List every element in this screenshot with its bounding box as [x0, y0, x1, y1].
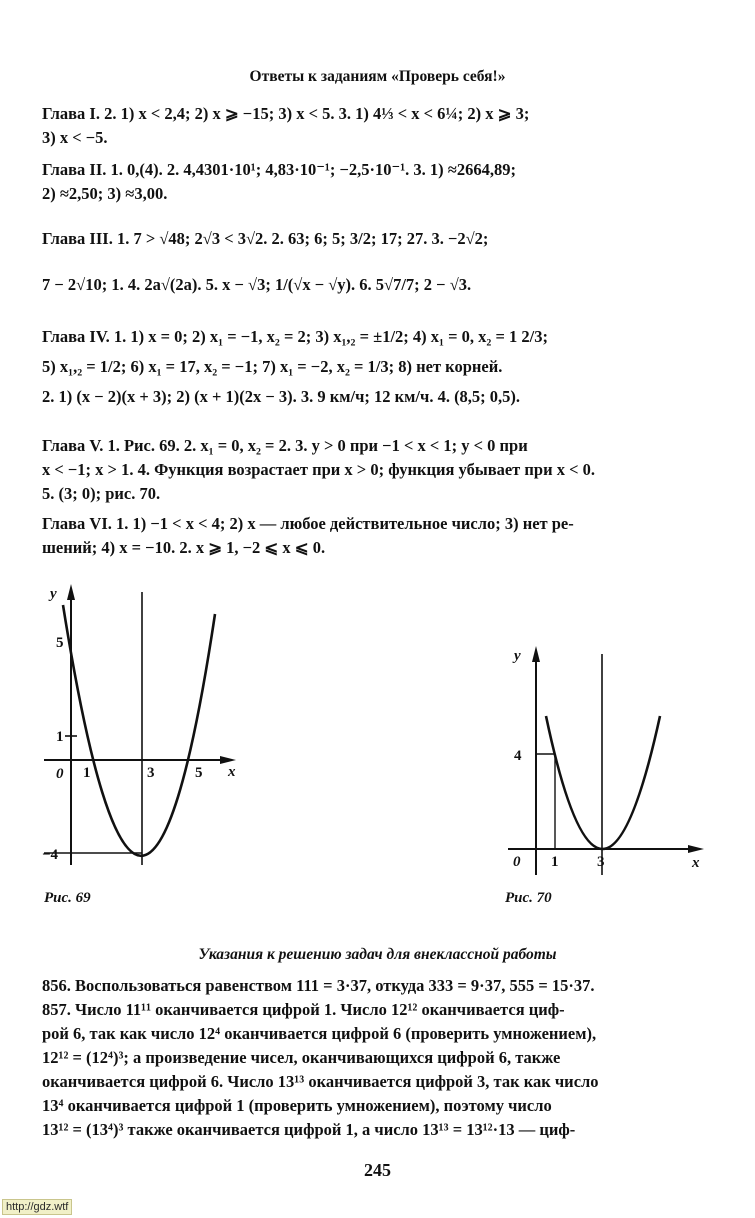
x-tick-label-3: 3 [147, 765, 155, 781]
chapter-1-answers [42, 102, 710, 150]
text-line: шений; 4) x = −10. 2. x ⩾ 1, −2 ⩽ x ⩽ 0. [42, 538, 326, 557]
x-tick-label-3: 3 [597, 854, 605, 870]
x-tick-label-5: 5 [195, 765, 203, 781]
y-axis-label: y [514, 648, 521, 664]
x-tick-label-1: 1 [551, 854, 559, 870]
answers-heading: Ответы к заданиям «Проверь себя!» [249, 68, 506, 85]
figure-69-caption: Рис. 69 [44, 890, 91, 906]
origin-label: 0 [513, 854, 521, 870]
text-line: 856. Воспользоваться равенством 111 = 3·37, откуда 333 = 9·37, 555 = 15·37. [42, 976, 595, 995]
text-line: рой 6, так как число 12⁴ оканчивается цифрой 6 (проверить умножением), [42, 1024, 597, 1043]
chapter-5-answers [42, 434, 710, 506]
text-line: 5) x₁,₂ = 1/2; 6) x₁ = 17, x₂ = −1; 7) x₁ = −2, x₂ = 1/3; 8) нет корней. [42, 357, 503, 376]
hints-text [42, 974, 710, 1142]
figure-69-graph [40, 580, 250, 865]
text-line: 2) ≈2,50; 3) ≈3,00. [42, 184, 168, 203]
hints-heading: Указания к решению задач для внеклассной работы [198, 946, 557, 963]
text-line: Глава III. 1. 7 > √48; 2√3 < 3√2. 2. 63; 6; 5; 3/2; 17; 27. 3. −2√2; [42, 229, 489, 248]
figure-70-graph [500, 640, 715, 875]
text-line: оканчивается цифрой 6. Число 13¹³ оканчивается цифрой 3, так как число [42, 1072, 599, 1091]
x-axis-label: x [228, 764, 236, 780]
text-line: 7 − 2√10; 1. 4. 2a√(2a). 5. x − √3; 1/(√x − √y). 6. 5√7/7; 2 − √3. [42, 275, 472, 294]
chapter-4-answers [42, 322, 710, 412]
text-line: 3) x < −5. [42, 128, 108, 147]
text-line: Глава IV. 1. 1) x = 0; 2) x₁ = −1, x₂ = 2; 3) x₁,₂ = ±1/2; 4) x₁ = 0, x₂ = 1 2/3; [42, 327, 548, 346]
text-line: Глава V. 1. Рис. 69. 2. x₁ = 0, x₂ = 2. 3. y > 0 при −1 < x < 1; y < 0 при [42, 436, 528, 455]
chapter-3-answers [42, 216, 710, 308]
parabola-curve [546, 716, 660, 849]
y-tick-label-4: 4 [514, 748, 522, 764]
text-line: 13⁴ оканчивается цифрой 1 (проверить умножением), поэтому число [42, 1096, 552, 1115]
x-axis-label: x [692, 855, 700, 871]
text-line: 5. (3; 0); рис. 70. [42, 484, 161, 503]
text-line: 12¹² = (12⁴)³; а произведение чисел, оканчивающихся цифрой 6, также [42, 1048, 561, 1067]
figure-70-caption: Рис. 70 [505, 890, 552, 906]
watermark-link[interactable]: http://gdz.wtf [2, 1199, 72, 1215]
chapter-2-answers [42, 158, 710, 206]
y-tick-label-minus-4: −4 [42, 847, 59, 863]
text-line: 13¹² = (13⁴)³ также оканчивается цифрой 1, а число 13¹³ = 13¹²·13 — циф- [42, 1120, 576, 1139]
y-axis-arrow [532, 646, 540, 662]
x-tick-label-1: 1 [83, 765, 91, 781]
y-tick-label-5: 5 [56, 635, 64, 651]
text-line: Глава I. 2. 1) x < 2,4; 2) x ⩾ −15; 3) x < 5. 3. 1) 4⅓ < x < 6¼; 2) x ⩾ 3; [42, 104, 530, 123]
page-number: 245 [364, 1160, 391, 1180]
parabola-curve [63, 605, 215, 856]
text-line: 2. 1) (x − 2)(x + 3); 2) (x + 1)(2x − 3). 3. 9 км/ч; 12 км/ч. 4. (8,5; 0,5). [42, 387, 521, 406]
text-line: x < −1; x > 1. 4. Функция возрастает при x > 0; функция убывает при x < 0. [42, 460, 596, 479]
origin-label: 0 [56, 766, 64, 782]
text-line: Глава VI. 1. 1) −1 < x < 4; 2) x — любое действительное число; 3) нет ре- [42, 514, 574, 533]
chapter-6-answers [42, 512, 710, 560]
y-axis-arrow [67, 584, 75, 600]
x-axis-arrow [688, 845, 704, 853]
text-line: 857. Число 11¹¹ оканчивается цифрой 1. Число 12¹² оканчивается циф- [42, 1000, 565, 1019]
y-tick-label-1: 1 [56, 729, 64, 745]
text-line: Глава II. 1. 0,(4). 2. 4,4301·10¹; 4,83·10⁻¹; −2,5·10⁻¹. 3. 1) ≈2664,89; [42, 160, 516, 179]
y-axis-label: y [50, 586, 57, 602]
x-axis-arrow [220, 756, 236, 764]
